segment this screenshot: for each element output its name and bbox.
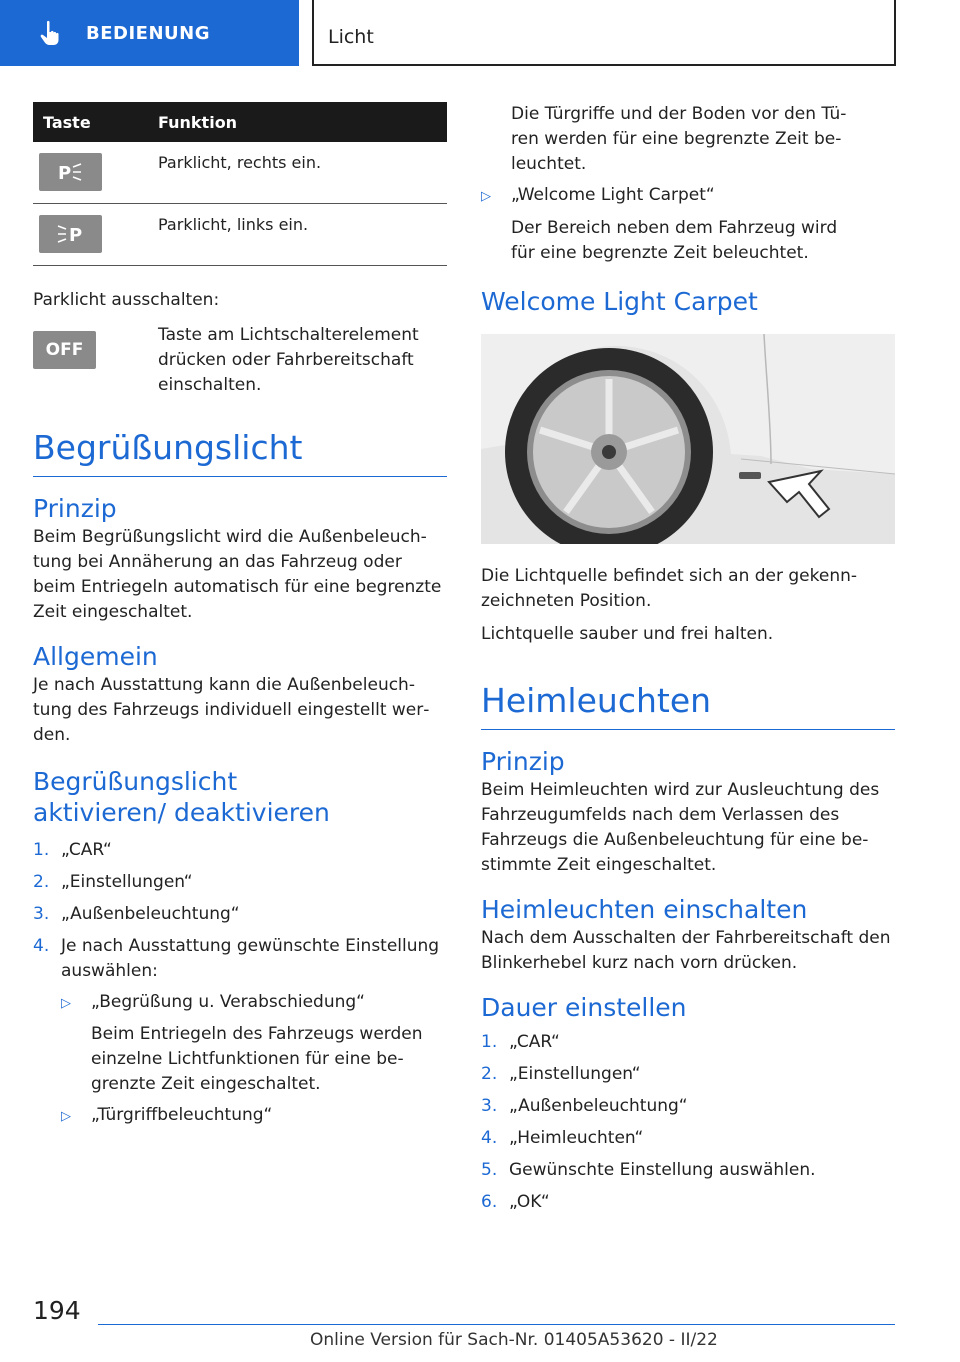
car-wheel-illustration — [481, 334, 895, 544]
list-item: 2. „Einstellungen“ — [33, 872, 193, 892]
option-item: ▷ „Türgriffbeleuchtung“ — [61, 1103, 447, 1129]
option-item: ▷ „Begrüßung u. Verabschiedung“ Beim Entriegeln des Fahrzeugs werden einzelne Lichtfunktionen für eine begrenzte Zeit eingeschaltet. — [61, 990, 447, 1097]
off-button-icon: OFF — [33, 331, 96, 369]
left-column — [33, 102, 447, 1142]
heim-einschalten-text: Nach dem Ausschalten der Fahrbereitschaft den Blinkerhebel kurz nach vorn drücken. — [481, 928, 891, 973]
list-item: 3. „Außenbeleuchtung“ — [33, 904, 240, 924]
page-header — [0, 0, 960, 66]
table-header-key: Taste — [43, 112, 91, 132]
table-header — [33, 102, 447, 142]
heading-heim-einschalten: Heimleuchten einschalten — [481, 895, 808, 924]
table-cell-function: Parklicht, rechts ein. — [158, 153, 322, 172]
off-row — [33, 323, 447, 398]
table-row — [33, 204, 447, 266]
online-version-note: Online Version für Sach-Nr. 01405A53620 - II/22 — [310, 1330, 718, 1350]
parklicht-off-intro: Parklicht ausschalten: — [33, 290, 220, 310]
list-item: 5. Gewünschte Einstellung auswählen. — [481, 1160, 816, 1180]
list-item: 4. Je nach Ausstattung gewünschte Einstellung auswählen: ▷ „Begrüßung u. Verabschiedung“ Beim Entriegeln des Fahrzeugs werden einzelne Lichtfunktionen für eine begrenzte Zeit eingeschaltet. ▷ „Türgriffbeleuchtung“ — [33, 934, 447, 1135]
triangle-bullet-icon: ▷ — [61, 996, 71, 1011]
chapter-box — [312, 0, 896, 66]
list-item: 3. „Außenbeleuchtung“ — [481, 1096, 688, 1116]
parking-light-right-icon — [39, 153, 102, 191]
svg-text:P: P — [57, 163, 71, 184]
duration-steps — [481, 1030, 895, 1215]
off-instruction: Taste am Lichtschalterelement drücken oder Fahrbereitschaft einschalten. — [158, 325, 419, 395]
chapter-title: Licht — [328, 26, 374, 48]
heading-welcome-light-carpet: Welcome Light Carpet — [481, 287, 758, 316]
section-label: BEDIENUNG — [86, 22, 210, 44]
list-item: 2. „Einstellungen“ — [481, 1064, 641, 1084]
list-item: 6. „OK“ — [481, 1192, 550, 1212]
heim-prinzip-text: Beim Heimleuchten wird zur Ausleuchtung des Fahrzeugumfelds nach dem Verlassen des Fahrzeugs die Außenbeleuchtung für eine bestimmte Zeit eingeschaltet. — [481, 780, 880, 875]
allgemein-text: Je nach Ausstattung kann die Außenbeleuchtung des Fahrzeugs individuell eingestellt werden. — [33, 675, 430, 745]
footer-divider — [98, 1324, 895, 1325]
heading-heimleuchten: Heimleuchten — [481, 681, 895, 730]
option-item: ▷ „Welcome Light Carpet“ Der Bereich neben dem Fahrzeug wird für eine begrenzte Zeit beleuchtet. — [481, 183, 895, 266]
table-row — [33, 142, 447, 204]
triangle-bullet-icon: ▷ — [61, 1109, 71, 1124]
heading-dauer-einstellen: Dauer einstellen — [481, 993, 687, 1022]
heading-heim-prinzip: Prinzip — [481, 747, 565, 776]
pointing-hand-icon — [38, 19, 66, 47]
heading-allgemein: Allgemein — [33, 642, 158, 671]
list-item: 1. „CAR“ — [481, 1032, 560, 1052]
image-care-note: Lichtquelle sauber und frei halten. — [481, 624, 774, 644]
heading-prinzip: Prinzip — [33, 494, 117, 523]
table-cell-function: Parklicht, links ein. — [158, 215, 309, 234]
option-item: Die Türgriffe und der Boden vor den Türen werden für eine begrenzte Zeit beleuchtet. — [511, 104, 847, 174]
heading-begruessungslicht: Begrüßungslicht — [33, 428, 447, 477]
triangle-bullet-icon: ▷ — [481, 189, 491, 204]
svg-text:P: P — [68, 225, 82, 246]
parking-light-left-icon — [39, 215, 102, 253]
prinzip-text: Beim Begrüßungslicht wird die Außenbeleuchtung bei Annäherung an das Fahrzeug oder beim Entriegeln automatisch für eine begrenzte Zeit eingeschaltet. — [33, 527, 442, 622]
right-column — [481, 102, 895, 1222]
page-number: 194 — [33, 1296, 81, 1325]
list-item: 4. „Heimleuchten“ — [481, 1128, 644, 1148]
activate-steps — [33, 838, 447, 1135]
list-item: 1. „CAR“ — [33, 840, 112, 860]
table-header-function: Funktion — [158, 112, 238, 132]
image-description: Die Lichtquelle befindet sich an der gekennzeichneten Position. — [481, 566, 858, 611]
key-function-table — [33, 102, 447, 266]
option-list-continued — [481, 102, 895, 266]
heading-activate: Begrüßungslicht aktivieren/ deaktivieren — [33, 767, 330, 827]
option-list — [61, 990, 447, 1135]
section-tab[interactable] — [0, 0, 299, 66]
